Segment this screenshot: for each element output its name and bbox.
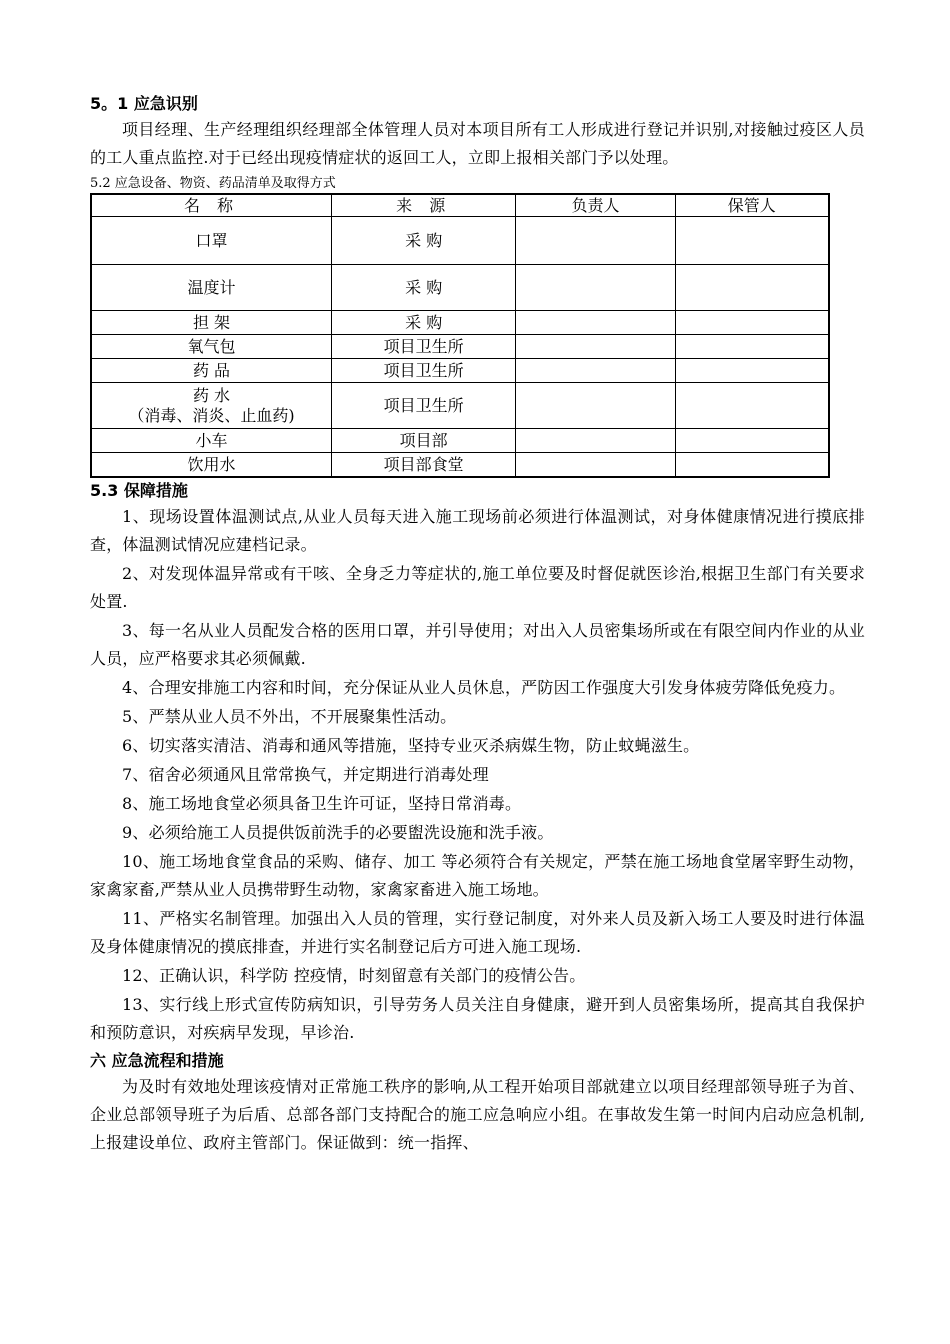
cell-custodian — [675, 383, 828, 429]
section-5-2-caption: 5.2 应急设备、物资、药品清单及取得方式 — [90, 176, 336, 191]
cell-name-line1: 药 水 — [192, 385, 231, 405]
list-item: 9、必须给施工人员提供饭前洗手的必要盥洗设施和洗手液。 — [122, 823, 554, 842]
cell-name: 氧气包 — [92, 335, 332, 359]
cell-name: 药 品 — [92, 359, 332, 383]
table-row — [92, 429, 829, 453]
table-row — [92, 265, 829, 311]
cell-responsible — [516, 335, 675, 359]
cell-source: 采 购 — [332, 217, 516, 265]
section-6-paragraph: 为及时有效地处理该疫情对正常施工秩序的影响,从工程开始项目部就建立以项目经理部领导班子为首、企业总部领导班子为后盾、总部各部门支持配合的施工应急响应小组。在事故发生第一时间内启动应急机制,上报建设单位、政府主管部门。保证做到：统一指挥、 — [90, 1077, 865, 1152]
cell-source: 项目部 — [332, 429, 516, 453]
cell-name — [92, 383, 332, 429]
table-row — [92, 453, 829, 477]
section-5-1-heading: 5。1 应急识别 — [90, 94, 198, 113]
cell-name: 温度计 — [92, 265, 332, 311]
cell-custodian — [675, 359, 828, 383]
table-row — [92, 311, 829, 335]
list-item: 4、合理安排施工内容和时间，充分保证从业人员休息，严防因工作强度大引发身体疲劳降低免疫力。 — [122, 678, 846, 697]
cell-responsible — [516, 359, 675, 383]
cell-source: 项目部食堂 — [332, 453, 516, 477]
cell-name: 担 架 — [92, 311, 332, 335]
list-item: 1、现场设置体温测试点,从业人员每天进入施工现场前必须进行体温测试，对身体健康情况进行摸底排查，体温测试情况应建档记录。 — [90, 507, 865, 554]
table-row — [92, 335, 829, 359]
header-custodian: 保管人 — [675, 195, 828, 217]
cell-responsible — [516, 265, 675, 311]
cell-source: 采 购 — [332, 311, 516, 335]
section-5-3-heading: 5.3 保障措施 — [90, 481, 188, 500]
table-row — [92, 359, 829, 383]
list-item: 8、施工场地食堂必须具备卫生许可证，坚持日常消毒。 — [122, 794, 522, 813]
document-page — [90, 92, 865, 1157]
cell-source: 项目卫生所 — [332, 383, 516, 429]
cell-name: 小车 — [92, 429, 332, 453]
cell-responsible — [516, 311, 675, 335]
safeguard-measures-list — [90, 503, 865, 1047]
header-source: 来 源 — [332, 195, 516, 217]
list-item: 10、施工场地食堂食品的采购、储存、加工 等必须符合有关规定，严禁在施工场地食堂屠宰野生动物，家禽家畜,严禁从业人员携带野生动物，家禽家畜进入施工场地。 — [90, 852, 865, 899]
list-item: 3、每一名从业人员配发合格的医用口罩，并引导使用；对出入人员密集场所或在有限空间内作业的从业人员，应严格要求其必须佩戴. — [90, 621, 865, 668]
list-item: 11、严格实名制管理。加强出入人员的管理，实行登记制度，对外来人员及新入场工人要及时进行体温及身体健康情况的摸底排查，并进行实名制登记后方可进入施工现场. — [90, 909, 865, 956]
cell-custodian — [675, 265, 828, 311]
list-item: 7、宿舍必须通风且常常换气，并定期进行消毒处理 — [122, 765, 489, 784]
table-header-row — [92, 195, 829, 217]
cell-custodian — [675, 453, 828, 477]
list-item: 2、对发现体温异常或有干咳、全身乏力等症状的,施工单位要及时督促就医诊治,根据卫生部门有关要求处置. — [90, 564, 865, 611]
section-5-1-paragraph: 项目经理、生产经理组织经理部全体管理人员对本项目所有工人形成进行登记并识别,对接触过疫区人员的工人重点监控.对于已经出现疫情症状的返回工人，立即上报相关部门予以处理。 — [90, 120, 865, 167]
header-responsible: 负责人 — [516, 195, 675, 217]
table-row — [92, 383, 829, 429]
table-row — [92, 217, 829, 265]
list-item: 5、严禁从业人员不外出，不开展聚集性活动。 — [122, 707, 457, 726]
list-item: 13、实行线上形式宣传防病知识，引导劳务人员关注自身健康，避开到人员密集场所，提高其自我保护和预防意识，对疾病早发现，早诊治. — [90, 995, 865, 1042]
cell-custodian — [675, 217, 828, 265]
cell-source: 项目卫生所 — [332, 335, 516, 359]
cell-source: 采 购 — [332, 265, 516, 311]
list-item: 12、正确认识，科学防 控疫情，时刻留意有关部门的疫情公告。 — [122, 966, 586, 985]
list-item: 6、切实落实清洁、消毒和通风等措施，坚持专业灭杀病媒生物，防止蚊蝇滋生。 — [122, 736, 700, 755]
cell-custodian — [675, 429, 828, 453]
section-6-heading: 六 应急流程和措施 — [90, 1051, 224, 1070]
cell-source: 项目卫生所 — [332, 359, 516, 383]
cell-custodian — [675, 335, 828, 359]
header-name: 名 称 — [92, 195, 332, 217]
cell-responsible — [516, 429, 675, 453]
cell-name: 饮用水 — [92, 453, 332, 477]
emergency-supplies-table — [91, 194, 829, 477]
cell-name: 口罩 — [92, 217, 332, 265]
cell-custodian — [675, 311, 828, 335]
cell-responsible — [516, 453, 675, 477]
cell-responsible — [516, 383, 675, 429]
cell-responsible — [516, 217, 675, 265]
cell-name-line2: （消毒、消炎、止血药) — [128, 405, 295, 425]
